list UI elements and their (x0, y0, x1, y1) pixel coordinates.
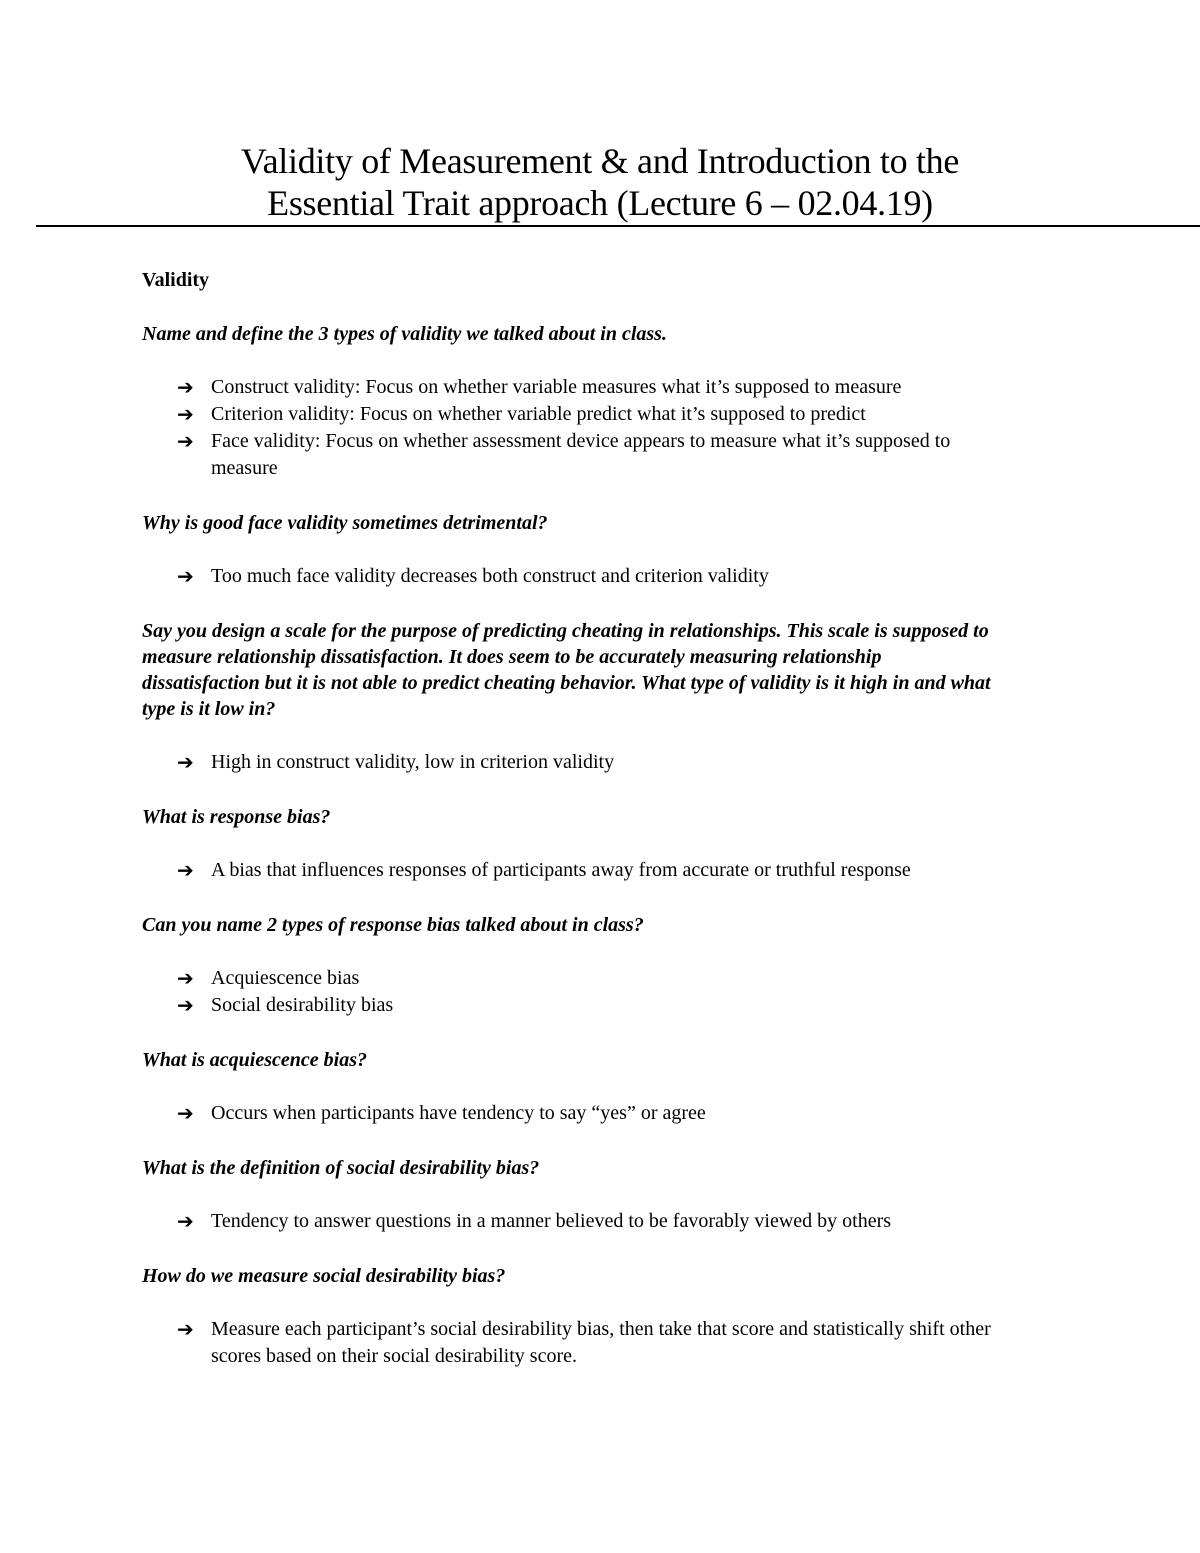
right-arrow-icon: ➔ (177, 1209, 194, 1233)
answer-item (142, 965, 1061, 992)
question-2: Why is good face validity sometimes detrimental? (142, 512, 548, 534)
answer-list-1 (142, 374, 1042, 482)
answer-list-2 (142, 563, 1042, 590)
question-4: What is response bias? (142, 806, 331, 828)
right-arrow-icon: ➔ (177, 1317, 194, 1341)
qa-block-3 (142, 618, 1002, 776)
answer-text: Face validity: Focus on whether assessment device appears to measure what it’s supposed to measure (211, 430, 951, 479)
qa-block-4 (142, 804, 1042, 884)
answer-text: Occurs when participants have tendency to say “yes” or agree (211, 1102, 706, 1124)
qa-block-1 (142, 321, 1042, 482)
answer-item (142, 749, 1061, 776)
qa-block-6 (142, 1047, 1042, 1127)
qa-block-2 (142, 510, 1042, 590)
answer-item (142, 1316, 1041, 1370)
answer-list-7 (142, 1208, 1042, 1235)
answer-item (142, 1100, 1061, 1127)
answer-text: A bias that influences responses of participants away from accurate or truthful response (211, 859, 911, 881)
answer-text: Social desirability bias (211, 994, 394, 1016)
title-underline (36, 225, 1200, 227)
question-8: How do we measure social desirability bias? (142, 1265, 506, 1287)
answer-text: Criterion validity: Focus on whether variable predict what it’s supposed to predict (211, 403, 866, 425)
answer-list-3 (142, 749, 1002, 776)
page-title-line-1: Validity of Measurement & and Introduction to the (240, 141, 960, 181)
answer-item (142, 401, 1061, 428)
answer-item (142, 992, 1061, 1019)
qa-block-8 (142, 1263, 1042, 1370)
page-title (0, 140, 1200, 224)
right-arrow-icon: ➔ (177, 993, 194, 1017)
question-7: What is the definition of social desirability bias? (142, 1157, 540, 1179)
right-arrow-icon: ➔ (177, 1101, 194, 1125)
answer-item (142, 1208, 1061, 1235)
answer-item (142, 428, 1021, 482)
answer-list-4 (142, 857, 1042, 884)
question-5: Can you name 2 types of response bias talked about in class? (142, 914, 644, 936)
answer-list-6 (142, 1100, 1042, 1127)
answer-text: Construct validity: Focus on whether variable measures what it’s supposed to measure (211, 376, 902, 398)
right-arrow-icon: ➔ (177, 375, 194, 399)
question-3: Say you design a scale for the purpose of predicting cheating in relationships. This scale is supposed to measure relationship dissatisfaction. It does seem to be accurately measuring relationship dissatisfaction but it is not able to predict cheating behavior. What type of validity is it high in and what type is it low in? (142, 620, 991, 720)
answer-text: High in construct validity, low in criterion validity (211, 751, 615, 773)
qa-block-5 (142, 912, 1042, 1019)
answer-text: Tendency to answer questions in a manner believed to be favorably viewed by others (211, 1210, 892, 1232)
answer-text: Too much face validity decreases both construct and criterion validity (211, 565, 769, 587)
answer-text: Acquiescence bias (211, 967, 360, 989)
right-arrow-icon: ➔ (177, 858, 194, 882)
question-1: Name and define the 3 types of validity we talked about in class. (142, 323, 667, 345)
right-arrow-icon: ➔ (177, 429, 194, 453)
answer-list-5 (142, 965, 1042, 1019)
question-6: What is acquiescence bias? (142, 1049, 367, 1071)
right-arrow-icon: ➔ (177, 750, 194, 774)
answer-item (142, 374, 1061, 401)
answer-text: Measure each participant’s social desirability bias, then take that score and statistically shift other scores based on their social desirability score. (211, 1318, 991, 1367)
qa-block-7 (142, 1155, 1042, 1235)
page-title-line-2: Essential Trait approach (Lecture 6 – 02.04.19) (267, 183, 933, 223)
answer-item (142, 857, 1061, 884)
section-heading: Validity (142, 269, 210, 291)
right-arrow-icon: ➔ (177, 966, 194, 990)
right-arrow-icon: ➔ (177, 402, 194, 426)
answer-item (142, 563, 1061, 590)
right-arrow-icon: ➔ (177, 564, 194, 588)
answer-list-8 (142, 1316, 1042, 1370)
